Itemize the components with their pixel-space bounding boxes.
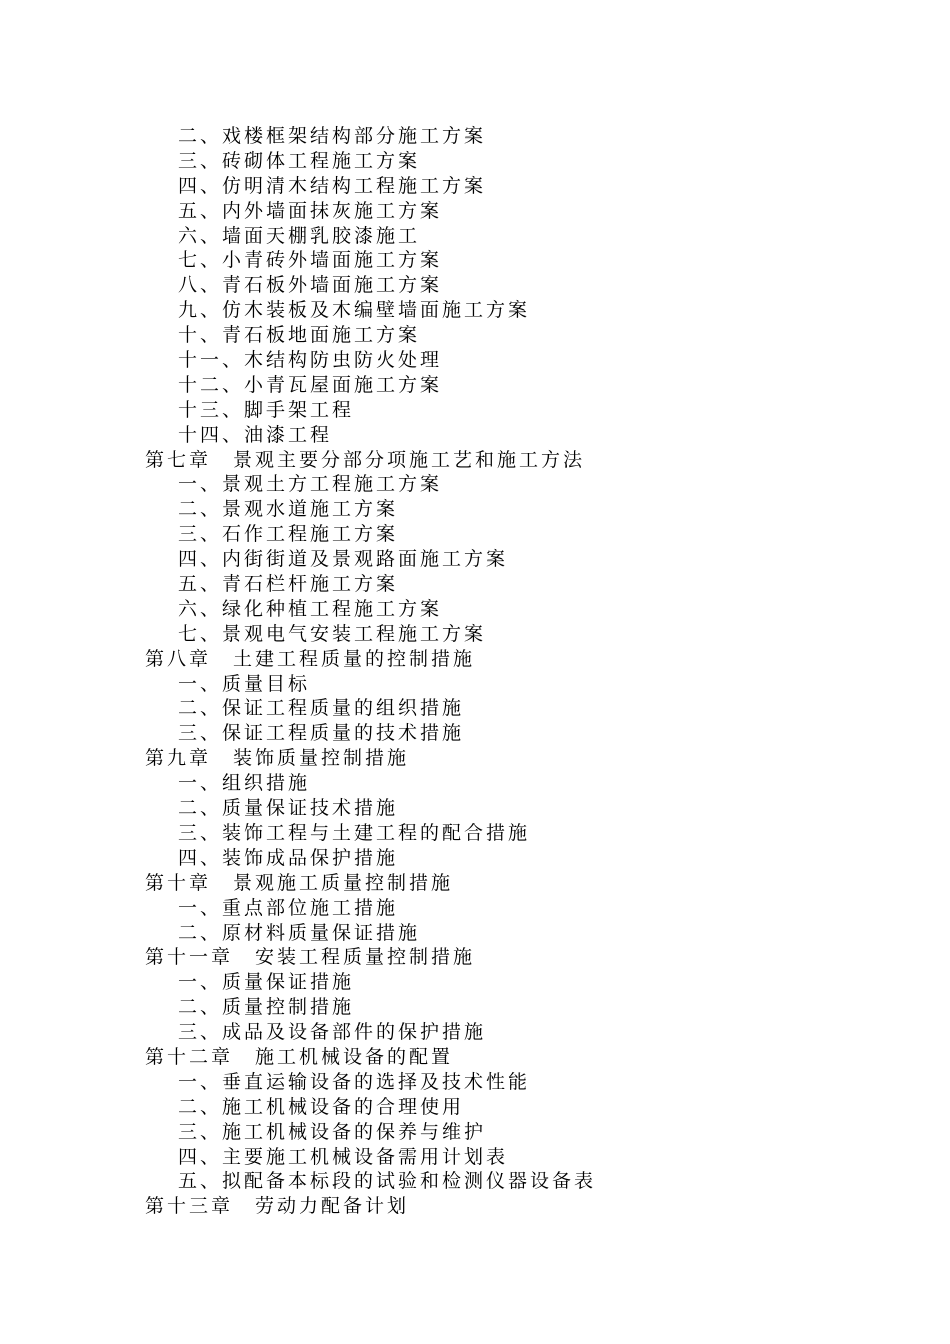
toc-section-item: 二、原材料质量保证措施	[178, 921, 421, 944]
toc-section-item: 四、主要施工机械设备需用计划表	[178, 1145, 509, 1168]
toc-section-item: 十二、小青瓦屋面施工方案	[178, 373, 443, 396]
chapter-title: 劳动力配备计划	[255, 1195, 410, 1218]
chapter-number: 第十章	[145, 871, 212, 894]
toc-section-item: 三、成品及设备部件的保护措施	[178, 1021, 487, 1044]
chapter-number: 第十二章	[145, 1045, 234, 1068]
toc-section-item: 一、垂直运输设备的选择及技术性能	[178, 1070, 531, 1093]
toc-section-item: 二、质量控制措施	[178, 996, 355, 1019]
toc-chapter-heading	[145, 1045, 905, 1070]
toc-section-item: 二、戏楼框架结构部分施工方案	[178, 125, 487, 147]
toc-section-item: 二、景观水道施工方案	[178, 498, 399, 521]
toc-section-item: 十一、木结构防虫防火处理	[178, 349, 443, 372]
chapter-title: 景观主要分部分项施工艺和施工方法	[233, 448, 586, 471]
toc-section-item: 三、砖砌体工程施工方案	[178, 149, 421, 172]
toc-chapter-heading	[145, 448, 905, 473]
chapter-title: 装饰质量控制措施	[233, 747, 410, 770]
toc-section-item: 四、内街街道及景观路面施工方案	[178, 548, 509, 571]
toc-section-item: 三、保证工程质量的技术措施	[178, 722, 465, 745]
toc-section-item: 三、石作工程施工方案	[178, 523, 399, 546]
toc-section-item: 十三、脚手架工程	[178, 398, 355, 421]
chapter-title: 施工机械设备的配置	[255, 1045, 454, 1068]
chapter-number: 第十三章	[145, 1195, 234, 1218]
toc-section-item: 二、质量保证技术措施	[178, 797, 399, 820]
toc-section-item: 五、内外墙面抹灰施工方案	[178, 199, 443, 222]
toc-section-item: 七、景观电气安装工程施工方案	[178, 622, 487, 645]
toc-section-item: 三、施工机械设备的保养与维护	[178, 1120, 487, 1143]
toc-chapter-heading	[145, 1194, 905, 1219]
toc-section-item: 十、青石板地面施工方案	[178, 324, 421, 347]
toc-section-item: 一、质量目标	[178, 672, 311, 695]
chapter-title: 景观施工质量控制措施	[233, 871, 454, 894]
toc-chapter-heading	[145, 647, 905, 672]
chapter-number: 第七章	[145, 448, 212, 471]
toc-section-item: 八、青石板外墙面施工方案	[178, 274, 443, 297]
toc-section-item: 七、小青砖外墙面施工方案	[178, 249, 443, 272]
toc-section-item: 一、景观土方工程施工方案	[178, 473, 443, 496]
toc-section-item: 五、拟配备本标段的试验和检测仪器设备表	[178, 1170, 597, 1193]
toc-chapter-heading	[145, 945, 905, 970]
toc-section-item: 一、质量保证措施	[178, 971, 355, 994]
toc-section-item: 六、绿化种植工程施工方案	[178, 597, 443, 620]
toc-section-item: 二、施工机械设备的合理使用	[178, 1095, 465, 1118]
toc-section-item: 九、仿木装板及木编壁墙面施工方案	[178, 299, 531, 322]
table-of-contents	[145, 124, 905, 1219]
toc-section-item: 六、墙面天棚乳胶漆施工	[178, 224, 421, 247]
toc-section-item: 二、保证工程质量的组织措施	[178, 697, 465, 720]
toc-section-item: 四、仿明清木结构工程施工方案	[178, 174, 487, 197]
chapter-title: 土建工程质量的控制措施	[233, 647, 476, 670]
toc-section-item: 五、青石栏杆施工方案	[178, 573, 399, 596]
chapter-number: 第十一章	[145, 946, 234, 969]
toc-section-item: 四、装饰成品保护措施	[178, 846, 399, 869]
toc-section-item: 一、组织措施	[178, 772, 311, 795]
chapter-title: 安装工程质量控制措施	[255, 946, 476, 969]
toc-section-item: 十四、油漆工程	[178, 423, 333, 446]
toc-chapter-heading	[145, 871, 905, 896]
toc-section-item: 一、重点部位施工措施	[178, 896, 399, 919]
chapter-number: 第九章	[145, 747, 212, 770]
chapter-number: 第八章	[145, 647, 212, 670]
toc-section-item: 三、装饰工程与土建工程的配合措施	[178, 821, 531, 844]
toc-chapter-heading	[145, 746, 905, 771]
